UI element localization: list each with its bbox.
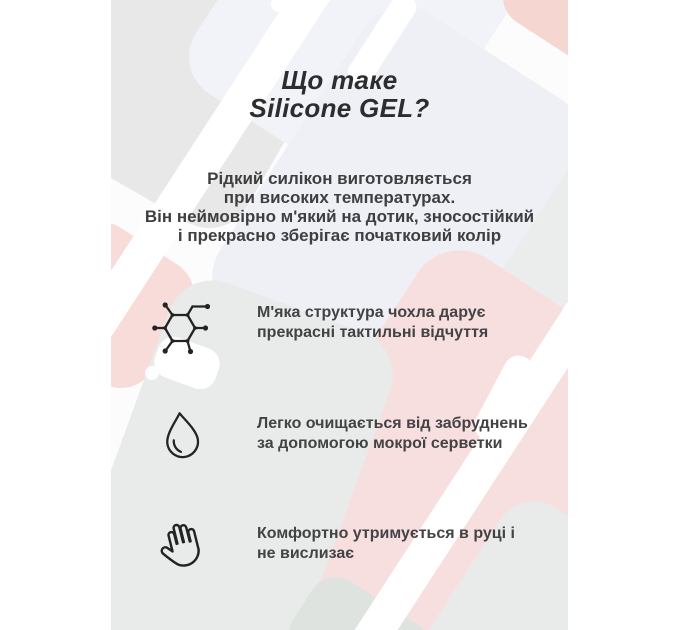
feature-line: М'яка структура чохла дарує [257, 304, 486, 321]
intro-line: і прекрасно зберігає початковий колір [177, 226, 502, 245]
page-title [111, 66, 568, 122]
poster-content [111, 0, 568, 630]
feature-item-soft-structure [149, 294, 562, 360]
title-line-1: Що таке [281, 65, 398, 96]
poster [111, 0, 568, 630]
feature-line: Комфортно утримується в руці і [257, 525, 515, 542]
water-drop-icon [149, 405, 215, 471]
feature-item-comfort-grip [149, 515, 562, 581]
feature-item-easy-clean [149, 405, 562, 471]
feature-line: за допомогою мокрої серветки [257, 435, 503, 452]
intro-line: Він неймовірно м'який на дотик, зносостійкий [144, 207, 535, 226]
intro-line: при високих температурах. [223, 188, 456, 207]
intro-line: Рідкий силікон виготовляється [207, 169, 472, 188]
intro-text [111, 169, 568, 245]
molecule-icon [149, 294, 215, 360]
feature-line: не вислизає [257, 545, 355, 562]
feature-text [257, 294, 488, 343]
feature-text [257, 405, 528, 454]
title-line-2: Silicone GEL? [249, 93, 430, 124]
feature-line: прекрасні тактильні відчуття [257, 324, 489, 341]
feature-line: Легко очищається від забруднень [257, 415, 528, 432]
feature-text [257, 515, 515, 564]
hand-icon [149, 515, 215, 581]
